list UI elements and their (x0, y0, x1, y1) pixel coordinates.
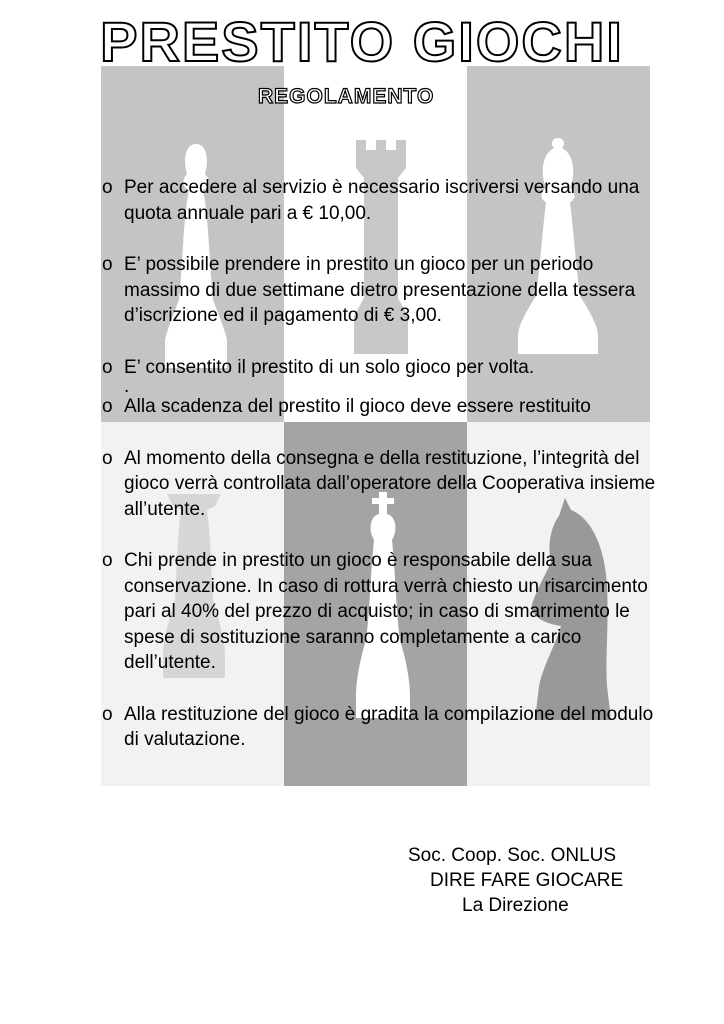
page-subtitle: REGOLAMENTO (258, 85, 435, 108)
bullet-icon: o (102, 447, 113, 469)
bullet-icon: o (102, 177, 113, 198)
separator-dot: . (124, 376, 130, 397)
signature-organization-name: DIRE FARE GIOCARE (430, 870, 624, 891)
bullet-icon: o (102, 703, 113, 725)
rule-text: Al momento della consegna e della restituzione, l’integrità del gioco verrà controllata dall’operatore della Cooperativa insieme all’utente. (124, 447, 656, 520)
list-item (102, 394, 662, 420)
list-item (102, 175, 662, 226)
rules-list (102, 175, 662, 779)
bullet-icon: o (102, 550, 113, 571)
list-item (102, 446, 662, 523)
bullet-icon: o (102, 396, 113, 417)
rule-text: E’ possibile prendere in prestito un gioco per un periodo massimo di due settimane dietro presentazione della tessera d’iscrizione ed il pagamento di € 3,00. (124, 254, 636, 326)
rule-text: Chi prende in prestito un gioco è responsabile della sua conservazione. In caso di rottura verrà chiesto un risarcimento pari al 40% del prezzo di acquisto; in caso di smarrimento le spese di sostituzione saranno completamente a carico dell’utente. (124, 550, 648, 673)
rule-text: Alla scadenza del prestito il gioco deve essere restituito (124, 396, 591, 417)
rule-text: Alla restituzione del gioco è gradita la compilazione del modulo di valutazione. (124, 703, 654, 750)
list-item (102, 702, 662, 753)
signature-direction: La Direzione (462, 895, 569, 916)
bullet-icon: o (102, 356, 113, 378)
list-item (102, 355, 662, 381)
rule-text: E’ consentito il prestito di un solo gioco per volta. (124, 356, 535, 378)
list-item (102, 252, 662, 329)
rule-text: Per accedere al servizio è necessario iscriversi versando una quota annuale pari a € 10,00. (124, 177, 640, 224)
signature-organization-type: Soc. Coop. Soc. ONLUS (408, 845, 617, 866)
list-item (102, 548, 662, 676)
page-title: PRESTITO GIOCHI (100, 10, 624, 73)
bullet-icon: o (102, 254, 113, 275)
